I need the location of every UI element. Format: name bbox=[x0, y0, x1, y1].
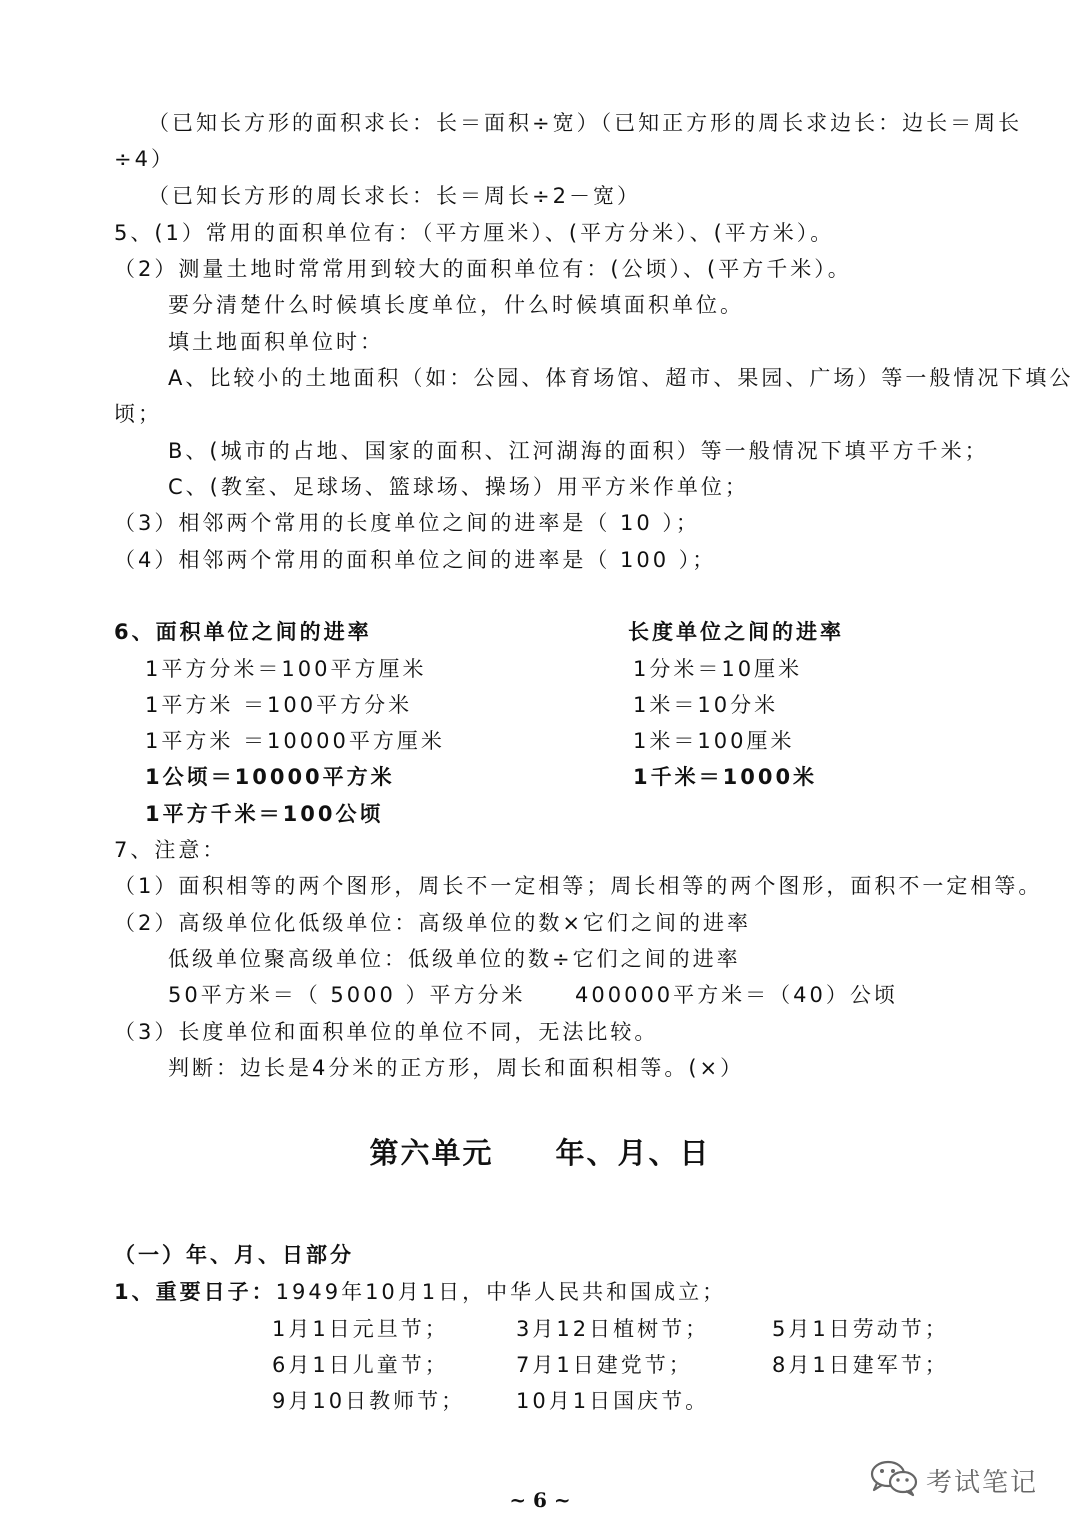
text-line: ÷4） bbox=[114, 147, 175, 171]
text-line: （4）相邻两个常用的面积单位之间的进率是（ 100 ）； bbox=[114, 548, 717, 572]
length-rate-item: 1米＝10分米 bbox=[633, 693, 779, 717]
example-line: 50平方米＝（ 5000 ）平方分米 bbox=[168, 983, 526, 1007]
text-line: C、(教室、足球场、篮球场、操场）用平方米作单位； bbox=[168, 475, 749, 499]
text-line: 低级单位聚高级单位：低级单位的数÷它们之间的进率 bbox=[168, 947, 741, 971]
example-line: 400000平方米＝（40）公顷 bbox=[575, 983, 898, 1007]
area-rate-item: 1平方千米＝100公顷 bbox=[145, 802, 384, 826]
area-rate-item: 1平方米 ＝100平方分米 bbox=[145, 693, 413, 717]
date-item: 1月1日元旦节； bbox=[272, 1317, 449, 1341]
text-line: 5、(1）常用的面积单位有：（平方厘米）、(平方分米）、(平方米）。 bbox=[114, 221, 835, 245]
text-line: （2）高级单位化低级单位：高级单位的数×它们之间的进率 bbox=[114, 911, 751, 935]
area-rate-item: 1公顷＝10000平方米 bbox=[145, 765, 395, 789]
text-line: （已知长方形的面积求长：长＝面积÷宽）（已知正方形的周长求边长：边长＝周长 bbox=[148, 111, 1023, 135]
area-rates-heading: 6、面积单位之间的进率 bbox=[114, 620, 372, 644]
length-rate-item: 1米＝100厘米 bbox=[633, 729, 795, 753]
text-line: 7、注意： bbox=[114, 838, 227, 862]
text-line: 判断：边长是4分米的正方形，周长和面积相等。(×） bbox=[168, 1056, 745, 1080]
text-line: 填土地面积单位时： bbox=[168, 330, 384, 354]
date-item: 9月10日教师节； bbox=[272, 1389, 466, 1413]
important-dates-text: 1949年10月1日，中华人民共和国成立； bbox=[275, 1280, 727, 1304]
date-item: 3月12日植树节； bbox=[516, 1317, 710, 1341]
text-line: 顷； bbox=[114, 402, 162, 426]
text-line: （2）测量土地时常常用到较大的面积单位有：(公顷）、(平方千米）。 bbox=[114, 257, 852, 281]
important-dates-line bbox=[114, 1277, 726, 1307]
date-item: 6月1日儿童节； bbox=[272, 1353, 449, 1377]
page-number: ~ 6 ~ bbox=[509, 1488, 571, 1512]
section-heading: （一）年、月、日部分 bbox=[114, 1243, 354, 1267]
text-line: （已知长方形的周长求长：长＝周长÷2－宽） bbox=[148, 184, 641, 208]
date-item: 8月1日建军节； bbox=[772, 1353, 949, 1377]
date-item: 7月1日建党节； bbox=[516, 1353, 693, 1377]
text-line: （3）长度单位和面积单位的单位不同，无法比较。 bbox=[114, 1020, 659, 1044]
text-line: A、比较小的土地面积（如：公园、体育场馆、超市、果园、广场）等一般情况下填公 bbox=[168, 366, 1074, 390]
important-dates-label: 1、重要日子： bbox=[114, 1280, 276, 1304]
watermark-text: 考试笔记 bbox=[926, 1467, 1039, 1498]
text-line: 要分清楚什么时候填长度单位，什么时候填面积单位。 bbox=[168, 293, 744, 317]
length-rates-heading: 长度单位之间的进率 bbox=[628, 620, 844, 644]
date-item: 10月1日国庆节。 bbox=[516, 1389, 710, 1413]
length-rate-item: 1千米＝1000米 bbox=[633, 765, 818, 789]
area-rate-item: 1平方分米＝100平方厘米 bbox=[145, 657, 427, 681]
text-line: B、(城市的占地、国家的面积、江河湖海的面积）等一般情况下填平方千米； bbox=[168, 439, 989, 463]
date-item: 5月1日劳动节； bbox=[772, 1317, 949, 1341]
text-line: （3）相邻两个常用的长度单位之间的进率是（ 10 ）； bbox=[114, 511, 700, 535]
unit-title: 第六单元 年、月、日 bbox=[369, 1136, 711, 1170]
text-line: （1）面积相等的两个图形，周长不一定相等；周长相等的两个图形，面积不一定相等。 bbox=[114, 874, 1043, 898]
length-rate-item: 1分米＝10厘米 bbox=[633, 657, 803, 681]
area-rate-item: 1平方米 ＝10000平方厘米 bbox=[145, 729, 445, 753]
